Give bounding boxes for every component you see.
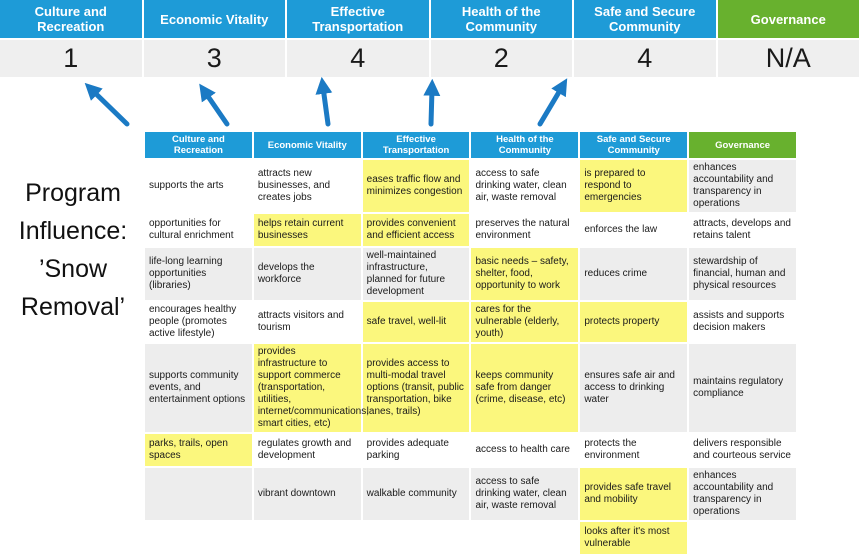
score-strip-header-governance: Governance <box>718 0 859 38</box>
matrix-cell <box>253 521 362 555</box>
matrix-cell <box>144 467 253 521</box>
matrix-cell: is prepared to respond to emergencies <box>579 159 688 213</box>
matrix-header: Effective Transportation <box>362 131 471 159</box>
matrix-row <box>144 521 797 555</box>
matrix-cell: stewardship of financial, human and physical resources <box>688 247 797 301</box>
matrix-row <box>144 467 797 521</box>
matrix-cell: protects the environment <box>579 433 688 467</box>
matrix-cell: develops the workforce <box>253 247 362 301</box>
arrow-safe-score <box>540 87 562 124</box>
matrix-row <box>144 301 797 343</box>
matrix-cell: walkable community <box>362 467 471 521</box>
matrix-header: Health of the Community <box>470 131 579 159</box>
matrix-cell: reduces crime <box>579 247 688 301</box>
matrix-cell: supports the arts <box>144 159 253 213</box>
matrix-cell: attracts, develops and retains talent <box>688 213 797 247</box>
matrix-cell: enforces the law <box>579 213 688 247</box>
matrix-cell: looks after it's most vulnerable <box>579 521 688 555</box>
matrix-cell: attracts new businesses, and creates jobs <box>253 159 362 213</box>
score-strip-header-economic: Economic Vitality <box>144 0 286 38</box>
matrix-cell: protects property <box>579 301 688 343</box>
matrix-row <box>144 343 797 433</box>
matrix-cell: access to safe drinking water, clean air, waste removal <box>470 467 579 521</box>
arrow-health-score <box>431 89 432 124</box>
score-arrows <box>0 76 859 132</box>
matrix-cell: ensures safe air and access to drinking water <box>579 343 688 433</box>
score-value-culture: 1 <box>0 40 142 77</box>
score-strip-header-culture: Culture and Recreation <box>0 0 142 38</box>
matrix-header: Economic Vitality <box>253 131 362 159</box>
matrix-header: Governance <box>688 131 797 159</box>
matrix-cell: encourages healthy people (promotes active lifestyle) <box>144 301 253 343</box>
matrix-cell <box>470 521 579 555</box>
matrix-cell: life-long learning opportunities (libraries) <box>144 247 253 301</box>
matrix-cell: cares for the vulnerable (elderly, youth) <box>470 301 579 343</box>
matrix-cell: access to safe drinking water, clean air, waste removal <box>470 159 579 213</box>
matrix-cell: delivers responsible and courteous service <box>688 433 797 467</box>
matrix-cell: parks, trails, open spaces <box>144 433 253 467</box>
matrix-cell: helps retain current businesses <box>253 213 362 247</box>
matrix-header: Safe and Secure Community <box>579 131 688 159</box>
matrix-cell: enhances accountability and transparency in operations <box>688 467 797 521</box>
matrix-cell: preserves the natural environment <box>470 213 579 247</box>
matrix-cell: provides access to multi-modal travel options (transit, public transportation, bike lanes, trails) <box>362 343 471 433</box>
matrix-cell: enhances accountability and transparency in operations <box>688 159 797 213</box>
matrix-cell: access to health care <box>470 433 579 467</box>
matrix-row <box>144 433 797 467</box>
matrix-cell: provides convenient and efficient access <box>362 213 471 247</box>
matrix-cell: keeps community safe from danger (crime, disease, etc) <box>470 343 579 433</box>
score-value-health: 2 <box>431 40 573 77</box>
score-value-safe: 4 <box>574 40 716 77</box>
matrix-cell: safe travel, well-lit <box>362 301 471 343</box>
matrix-cell: vibrant downtown <box>253 467 362 521</box>
arrow-culture-score <box>92 90 127 124</box>
matrix-cell: maintains regulatory compliance <box>688 343 797 433</box>
matrix-cell: attracts visitors and tourism <box>253 301 362 343</box>
score-strip <box>0 0 859 77</box>
score-strip-header-health: Health of the Community <box>431 0 573 38</box>
matrix-cell: basic needs – safety, shelter, food, opportunity to work <box>470 247 579 301</box>
matrix-cell: provides infrastructure to support commerce (transportation, utilities, internet/communications, smart cities, etc) <box>253 343 362 433</box>
arrow-transportation-score <box>323 87 328 124</box>
influence-matrix <box>143 130 798 556</box>
matrix-cell: eases traffic flow and minimizes congestion <box>362 159 471 213</box>
matrix-cell: supports community events, and entertainment options <box>144 343 253 433</box>
matrix-row <box>144 247 797 301</box>
matrix-cell: assists and supports decision makers <box>688 301 797 343</box>
matrix-wrap <box>143 130 798 556</box>
arrow-economic-score <box>205 92 227 124</box>
matrix-cell: provides adequate parking <box>362 433 471 467</box>
matrix-row <box>144 159 797 213</box>
matrix-cell: provides safe travel and mobility <box>579 467 688 521</box>
matrix-row <box>144 213 797 247</box>
matrix-cell <box>362 521 471 555</box>
score-value-governance: N/A <box>718 40 859 77</box>
score-strip-header-transportation: Effective Transportation <box>287 0 429 38</box>
matrix-cell: opportunities for cultural enrichment <box>144 213 253 247</box>
matrix-cell: well-maintained infrastructure, planned for future development <box>362 247 471 301</box>
matrix-cell <box>144 521 253 555</box>
matrix-header: Culture and Recreation <box>144 131 253 159</box>
score-value-economic: 3 <box>144 40 286 77</box>
score-strip-header-safe: Safe and Secure Community <box>574 0 716 38</box>
score-value-transportation: 4 <box>287 40 429 77</box>
program-label: Program Influence: ’Snow Removal’ <box>0 174 146 326</box>
matrix-header-row <box>144 131 797 159</box>
matrix-cell <box>688 521 797 555</box>
matrix-cell: regulates growth and development <box>253 433 362 467</box>
